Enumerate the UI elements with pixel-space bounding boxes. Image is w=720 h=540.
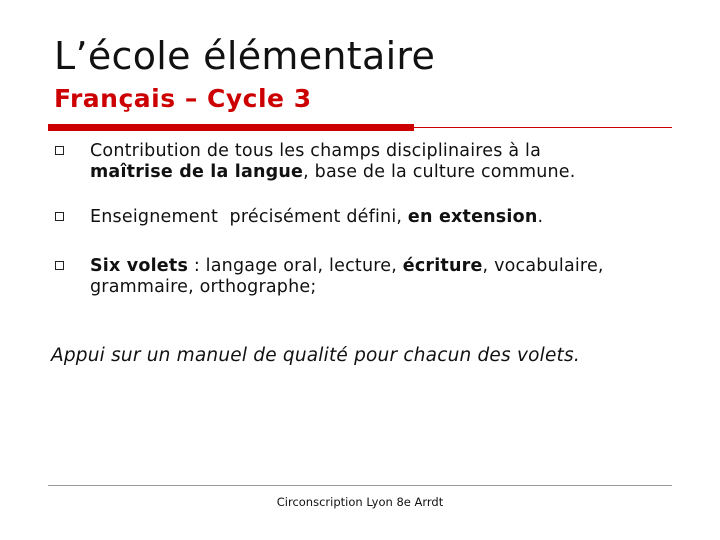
bullet-text-line: Contribution de tous les champs disciplinaires à la — [90, 141, 541, 161]
bullet-emphasis: maîtrise de la langue — [90, 162, 304, 182]
bullet-emphasis: écriture — [402, 256, 483, 276]
bullet-text-line: grammaire, orthographe; — [90, 277, 317, 297]
bullet-text-segment: Enseignement précisément défini, — [90, 207, 408, 227]
slide-subtitle: Français – Cycle 3 — [54, 84, 312, 113]
bullet-text-segment: , vocabulaire, — [482, 256, 604, 276]
title-underline-thick — [48, 124, 414, 131]
bullet-text — [90, 207, 680, 228]
bullet-text-segment: . — [537, 207, 544, 227]
bullet-text-segment: : langage oral, lecture, — [188, 256, 403, 276]
square-bullet-icon — [55, 212, 64, 221]
square-bullet-icon — [55, 261, 64, 270]
bullet-text-line: , base de la culture commune. — [303, 162, 576, 182]
title-underline-thin — [414, 127, 672, 128]
bullet-text — [90, 141, 680, 183]
bullet-emphasis: en extension — [407, 207, 538, 227]
slide-title: L’école élémentaire — [54, 34, 436, 78]
bullet-emphasis: Six volets — [90, 256, 189, 276]
closing-note: Appui sur un manuel de qualité pour chacun des volets. — [51, 345, 580, 366]
footer-divider — [48, 485, 672, 486]
square-bullet-icon — [55, 146, 64, 155]
bullet-text — [90, 256, 680, 298]
footer-text: Circonscription Lyon 8e Arrdt — [276, 495, 444, 509]
